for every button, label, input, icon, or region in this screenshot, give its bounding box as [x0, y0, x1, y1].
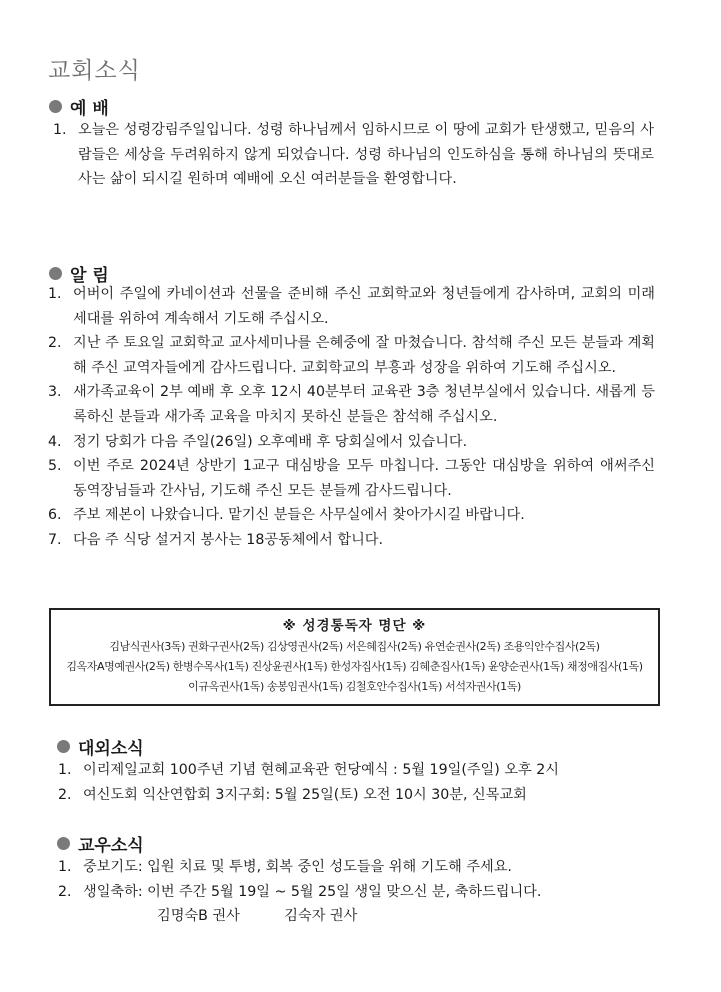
bible-readers-line: 이규옥권사(1독) 송봉임권사(1독) 김철호안수집사(1독) 서석자권사(1독)	[188, 680, 521, 693]
list-item: 2. 여신도회 익산연합회 3지구회: 5월 25일(토) 오전 10시 30분, 신목교회	[58, 786, 527, 803]
worship-heading	[49, 94, 109, 119]
list-item: 6. 주보 제본이 나왔습니다. 맡기신 분들은 사무실에서 찾아가시길 바랍니다.	[48, 507, 525, 524]
announcements-list	[48, 282, 655, 553]
members-heading-label: 교우소식	[78, 836, 144, 856]
bible-readers-line: 김남식권사(3독) 권화구권사(2독) 김상영권사(2독) 서은혜집사(2독) 유연순권사(2독) 조용익안수집사(2독)	[109, 640, 600, 653]
external-heading-label: 대외소식	[78, 739, 144, 759]
worship-heading-label: 예 배	[70, 99, 109, 119]
birthday-names	[157, 905, 397, 925]
circle-bullet-icon	[49, 100, 62, 113]
list-item: 1. 중보기도: 입원 치료 및 투병, 회복 중인 성도들을 위해 기도해 주세요.	[58, 859, 512, 875]
list-item: 1. 오늘은 성령강림주일입니다. 성령 하나님께서 임하시므로 이 땅에 교회가 탄생했고, 믿음의 사람들은 세상을 두려워하지 않게 되었습니다. 성령 하나님의 인도하심을 통해 하나님의 뜻대로 사는 삶이 되시길 원하며 예배에 오신 여러분들을 환영합니다.	[53, 122, 654, 188]
page-title: 교회소식	[48, 58, 141, 84]
birthday-name: 김명숙B 권사	[157, 908, 240, 924]
list-item: 3. 새가족교육이 2부 예배 후 오후 12시 40분부터 교육관 3층 청년부실에서 있습니다. 새롭게 등록하신 분들과 새가족 교육을 마치지 못하신 분들은 참석해 주십시오.	[48, 384, 655, 425]
circle-bullet-icon	[57, 837, 70, 850]
birthday-name: 김숙자 권사	[284, 908, 358, 924]
list-item: 2. 생일축하: 이번 주간 5월 19일 ~ 5월 25일 생일 맞으신 분, 축하드립니다.	[58, 883, 542, 900]
external-heading	[57, 734, 144, 759]
circle-bullet-icon	[49, 267, 62, 280]
list-item: 7. 다음 주 식당 설거지 봉사는 18공동체에서 합니다.	[48, 531, 384, 548]
worship-list	[53, 118, 654, 192]
list-item: 1. 이리제일교회 100주년 기념 현혜교육관 헌당예식 : 5월 19일(주일) 오후 2시	[58, 762, 559, 778]
members-heading	[57, 831, 144, 856]
announcements-heading-label: 알 림	[70, 266, 109, 286]
circle-bullet-icon	[57, 740, 70, 753]
list-item: 1. 어버이 주일에 카네이션과 선물을 준비해 주신 교회학교와 청년들에게 감사하며, 교회의 미래세대를 위하여 계속해서 기도해 주십시오.	[48, 286, 655, 327]
members-list	[58, 855, 678, 904]
list-item: 5. 이번 주로 2024년 상반기 1교구 대심방을 모두 마칩니다. 그동안 대심방을 위하여 애써주신 동역장님들과 간사님, 기도해 주신 모든 분들께 감사드립니다.	[48, 458, 655, 499]
list-item: 2. 지난 주 토요일 교회학교 교사세미나를 은혜중에 잘 마쳤습니다. 참석해 주신 모든 분들과 계획해 주신 교역자들에게 감사드립니다. 교회학교의 부흥과 성장을 위하여 기도해 주십시오.	[48, 335, 655, 376]
external-list	[58, 758, 678, 807]
bible-readers-line: 김옥자A명예권사(2독) 한병수목사(1독) 진상윤권사(1독) 한성자집사(1독) 김혜춘집사(1독) 윤양순권사(1독) 채정애집사(1독)	[66, 660, 643, 673]
bible-readers-title: ※ 성경통독자 명단 ※	[282, 618, 427, 634]
list-item: 4. 정기 당회가 다음 주일(26일) 오후예배 후 당회실에서 있습니다.	[48, 433, 468, 450]
bible-readers-box	[49, 608, 660, 706]
